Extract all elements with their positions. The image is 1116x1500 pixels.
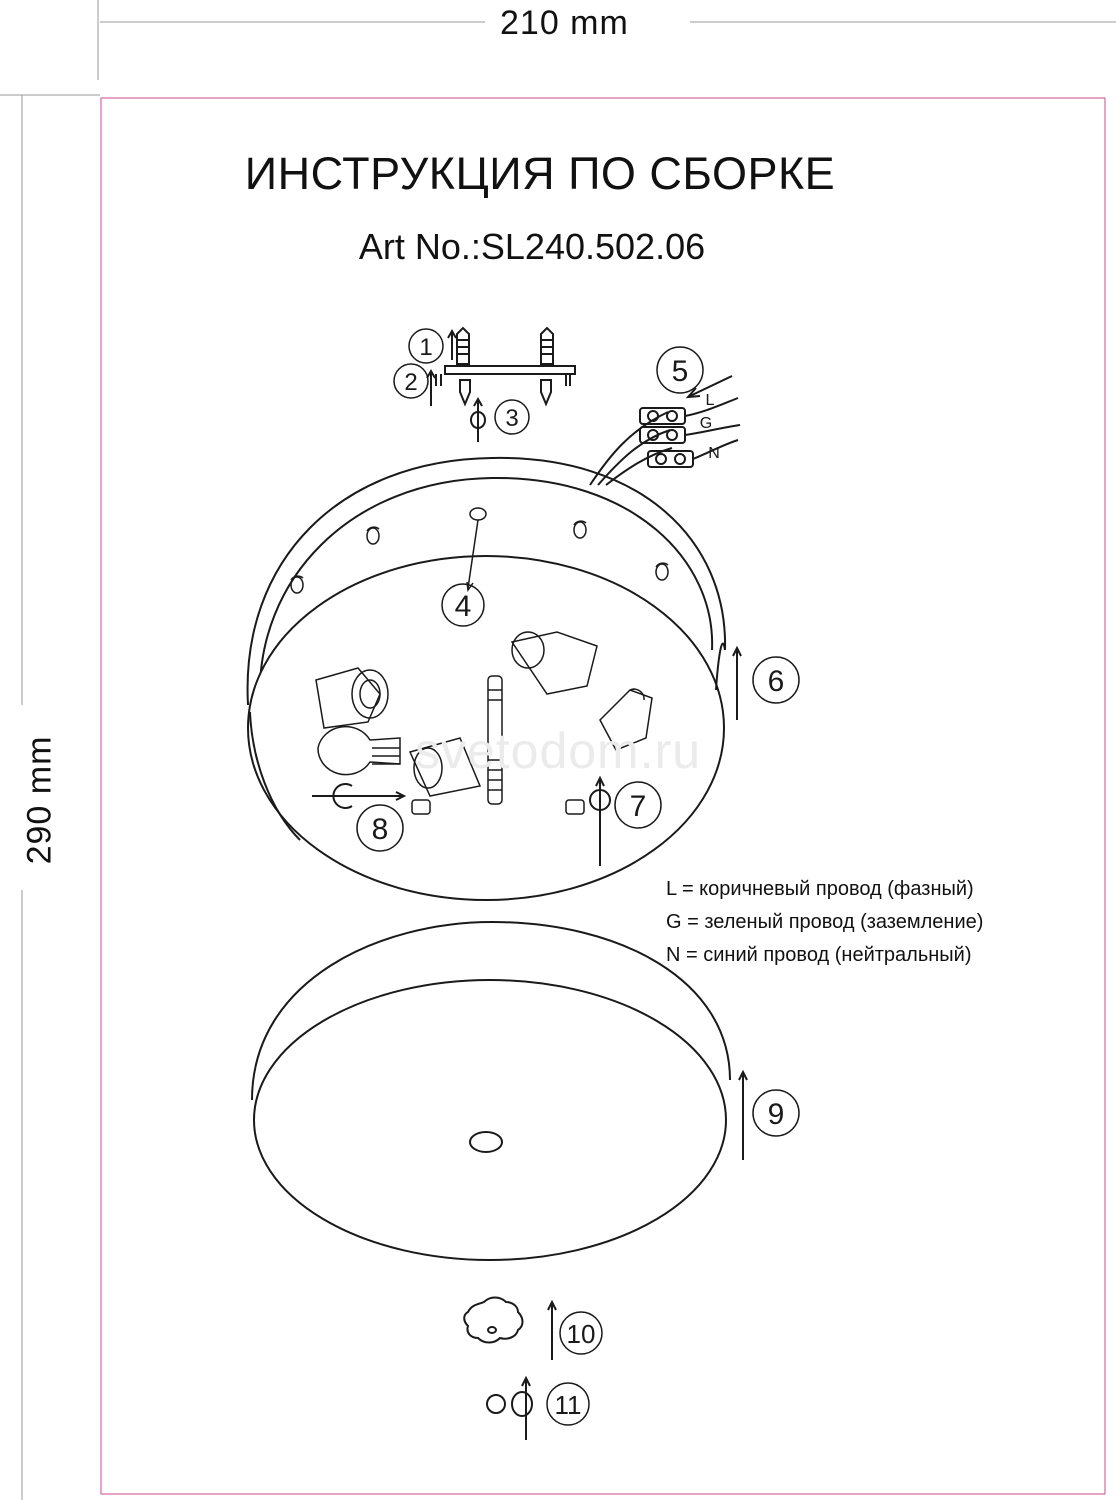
step-number: 5 [671, 355, 689, 388]
height-dimension-label: 290 mm [20, 735, 59, 865]
step-number: 11 [554, 1390, 582, 1420]
step-number: 6 [767, 665, 785, 698]
glass-diffuser [252, 922, 747, 1260]
wire-tag-g: G [699, 415, 713, 432]
wire-legend [666, 873, 983, 972]
step-number: 9 [767, 1098, 785, 1131]
mounting-bracket [427, 328, 575, 442]
terminal-block [590, 376, 740, 485]
step-number: 1 [419, 334, 433, 361]
step-number: 4 [454, 590, 472, 623]
step-number: 3 [505, 405, 519, 432]
step-number: 7 [629, 790, 647, 823]
page-title: ИНСТРУКЦИЯ ПО СБОРКЕ [244, 148, 836, 199]
step-number: 8 [371, 813, 389, 846]
finial-parts [464, 1298, 556, 1441]
watermark: svetodom.ru [414, 723, 702, 779]
wire-tag-n: N [708, 445, 720, 462]
width-dimension-label: 210 mm [500, 4, 629, 42]
legend-line-l: L = коричневый провод (фазный) [666, 878, 974, 900]
article-number: Art No.:SL240.502.06 [358, 226, 706, 267]
step-number: 2 [404, 369, 418, 396]
legend-line-g: G = зеленый провод (заземление) [666, 911, 984, 933]
wire-tag-l: L [705, 392, 715, 409]
step-number: 10 [566, 1319, 596, 1349]
legend-line-n: N = синий провод (нейтральный) [666, 944, 972, 966]
